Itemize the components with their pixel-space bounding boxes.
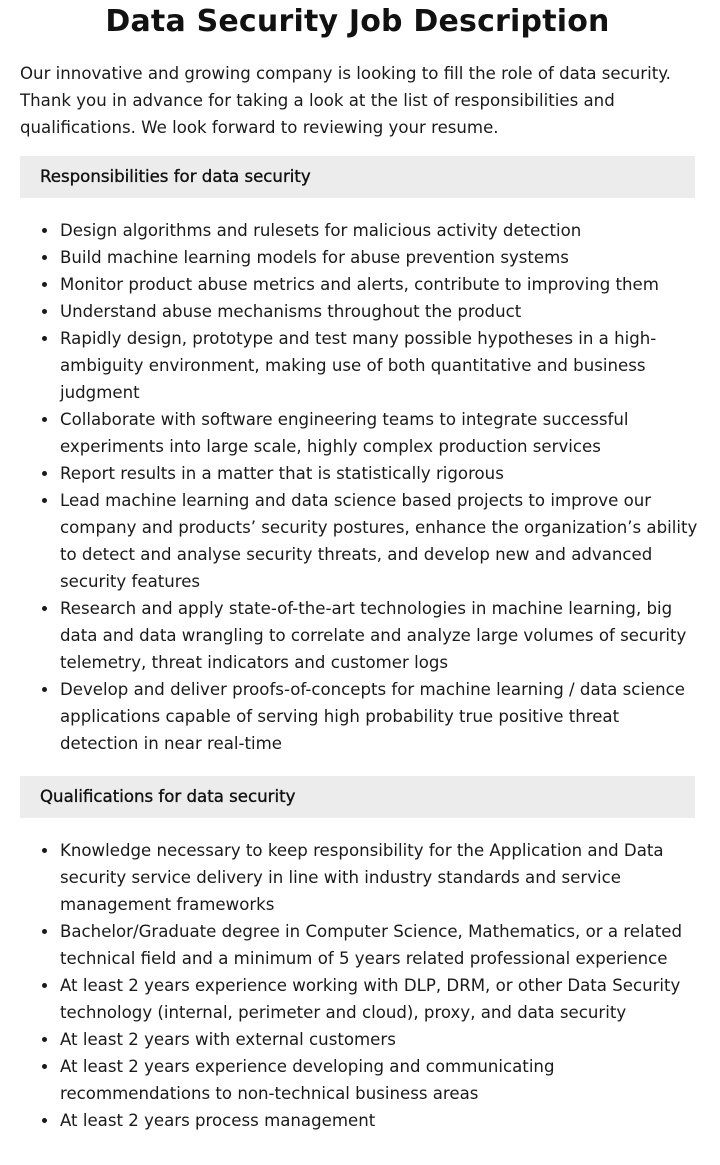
list-item: Research and apply state-of-the-art technologies in machine learning, big data and data wrangling to correlate and analyze large volumes of security telemetry, threat indicators and customer logs xyxy=(60,595,700,676)
qualifications-list xyxy=(20,837,700,1134)
responsibilities-heading: Responsibilities for data security xyxy=(20,156,695,198)
list-item: Collaborate with software engineering teams to integrate successful experiments into large scale, highly complex production services xyxy=(60,406,700,460)
page-title: Data Security Job Description xyxy=(105,4,610,39)
responsibilities-list xyxy=(20,217,700,757)
list-item: At least 2 years with external customers xyxy=(60,1026,700,1053)
list-item: Build machine learning models for abuse prevention systems xyxy=(60,244,700,271)
list-item: Report results in a matter that is statistically rigorous xyxy=(60,460,700,487)
list-item: Rapidly design, prototype and test many possible hypotheses in a high-ambiguity environment, making use of both quantitative and business judgment xyxy=(60,325,700,406)
list-item: Develop and deliver proofs-of-concepts for machine learning / data science applications capable of serving high probability true positive threat detection in near real-time xyxy=(60,676,700,757)
list-item: At least 2 years experience developing and communicating recommendations to non-technical business areas xyxy=(60,1053,700,1107)
list-item: At least 2 years process management xyxy=(60,1107,700,1134)
list-item: Bachelor/Graduate degree in Computer Science, Mathematics, or a related technical field and a minimum of 5 years related professional experience xyxy=(60,918,700,972)
intro-paragraph: Our innovative and growing company is looking to fill the role of data security. Thank you in advance for taking a look at the list of responsibilities and qualifications. We look forward to reviewing your resume. xyxy=(20,64,671,137)
list-item: Understand abuse mechanisms throughout the product xyxy=(60,298,700,325)
list-item: Knowledge necessary to keep responsibility for the Application and Data security service delivery in line with industry standards and service management frameworks xyxy=(60,837,700,918)
list-item: Monitor product abuse metrics and alerts, contribute to improving them xyxy=(60,271,700,298)
list-item: At least 2 years experience working with DLP, DRM, or other Data Security technology (internal, perimeter and cloud), proxy, and data security xyxy=(60,972,700,1026)
list-item: Lead machine learning and data science based projects to improve our company and products’ security postures, enhance the organization’s ability to detect and analyse security threats, and develop new and advanced security features xyxy=(60,487,700,595)
qualifications-heading: Qualifications for data security xyxy=(20,776,695,818)
list-item: Design algorithms and rulesets for malicious activity detection xyxy=(60,217,700,244)
